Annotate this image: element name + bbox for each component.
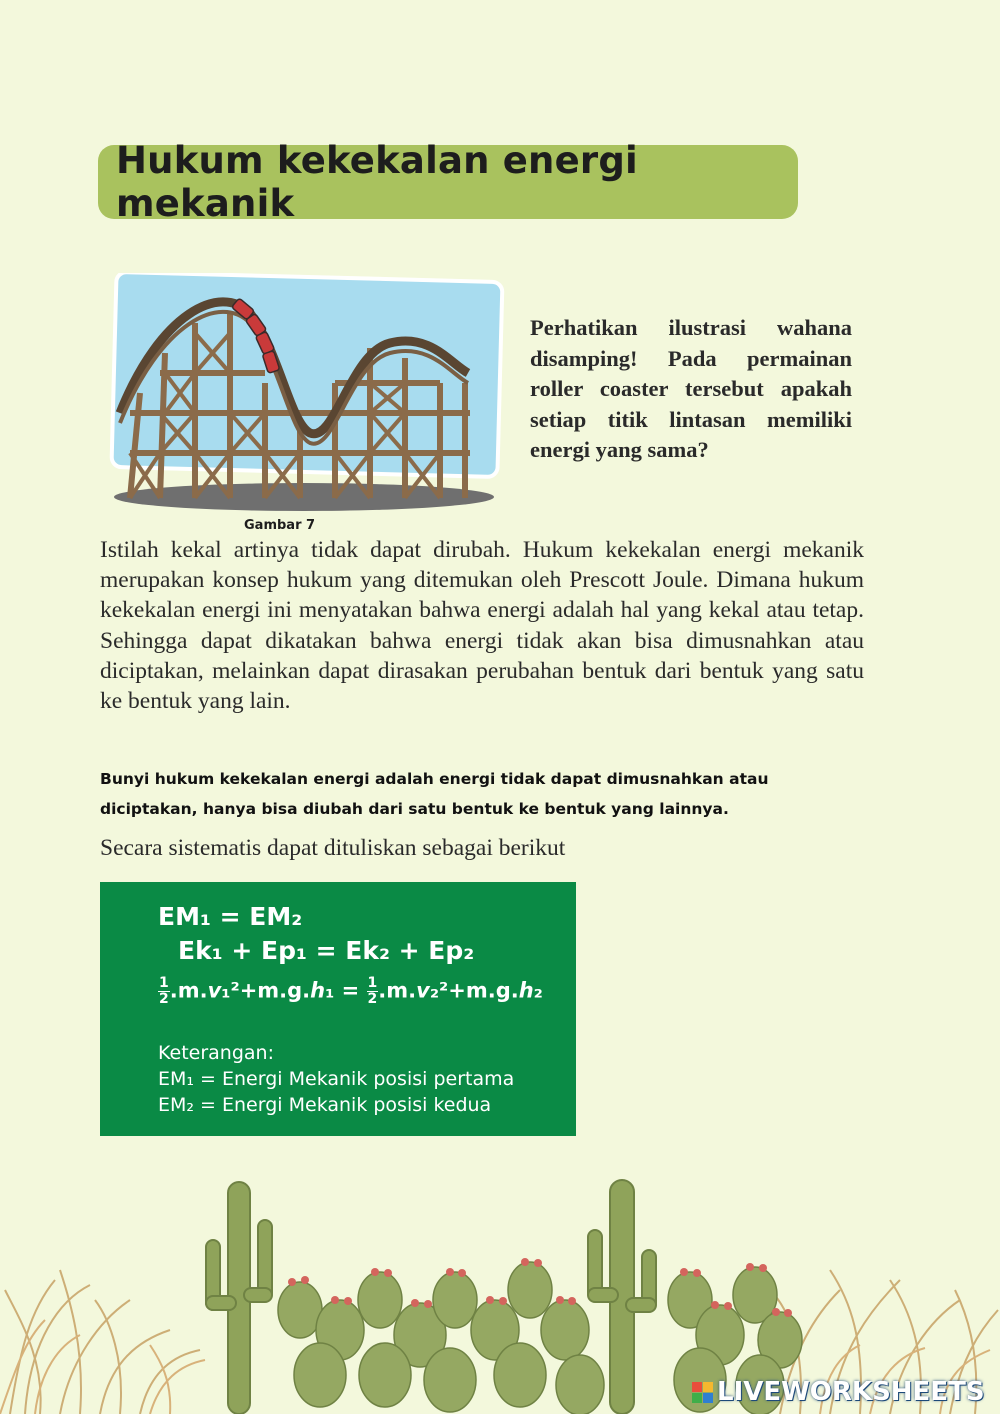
em2-note: EM₂ = Energi Mekanik posisi kedua [158, 1094, 492, 1116]
keterangan-label: Keterangan: [158, 1042, 274, 1064]
page-title: Hukum kekekalan energi mekanik [116, 139, 638, 225]
roller-coaster-illustration [100, 273, 508, 518]
equation-full: $\frac{1}{2}$ .m.v₁²+m.g.h₁ = $\frac{1}{2}$ .m.v₂²+m.g.h₂ [159, 975, 543, 1007]
figure-caption: Gambar 7 [244, 518, 316, 533]
side-question: Perhatikan ilustrasi wahana disamping! Pada permainan roller coaster tersebut apakah setiap titik lintasan memiliki energi yang sama? [530, 315, 852, 462]
watermark-text: LIVEWORKSHEETS [717, 1377, 985, 1407]
equation-ek-ep: Ek₁ + Ep₁ = Ek₂ + Ep₂ [178, 936, 475, 965]
formula-intro: Secara sistematis dapat dituliskan sebagai berikut [100, 835, 566, 861]
equation-em: EM₁ = EM₂ [158, 902, 303, 931]
title-banner [98, 139, 798, 225]
liveworksheets-logo-icon [692, 1382, 713, 1403]
liveworksheets-watermark [692, 1375, 985, 1409]
body-paragraph: Istilah kekal artinya tidak dapat dirubah. Hukum kekekalan energi mekanik merupakan konsep hukum yang ditemukan oleh Prescott Joule. Dimana hukum kekekalan energi ini menyatakan bahwa energi adalah hal yang kekal atau tetap. Sehingga dapat dikatakan bahwa energi tidak akan bisa dimusnahkan atau diciptakan, melainkan dapat dirasakan perubahan bentuk dari bentuk yang satu ke bentuk yang lain. [100, 537, 864, 715]
law-statement: Bunyi hukum kekekalan energi adalah energi tidak dapat dimusnahkan atau diciptakan, hanya bisa diubah dari satu bentuk ke bentuk yang lainnya. [100, 770, 769, 818]
formula-board [100, 882, 576, 1136]
em1-note: EM₁ = Energi Mekanik posisi pertama [158, 1068, 515, 1090]
